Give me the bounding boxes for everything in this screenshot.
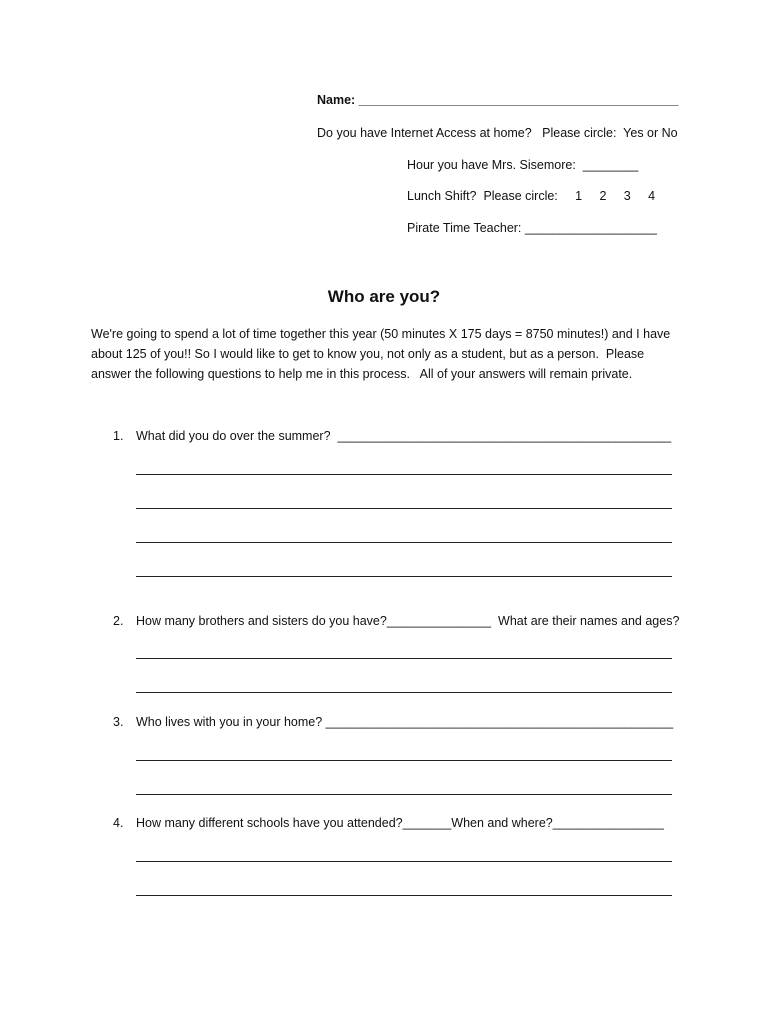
intro-line: answer the following questions to help me in this process. All of your answers will remain private. bbox=[91, 367, 633, 381]
lunch-shift-question: Lunch Shift? Please circle: 1 2 3 4 bbox=[407, 189, 656, 203]
answer-line bbox=[136, 474, 672, 475]
question-text: How many different schools have you attended?_______When and where?________________ bbox=[136, 816, 664, 830]
question-number: 4. bbox=[113, 816, 124, 830]
answer-line bbox=[136, 508, 672, 509]
answer-line bbox=[136, 692, 672, 693]
question-text: Who lives with you in your home? __________________________________________________ bbox=[136, 715, 674, 729]
answer-line bbox=[136, 576, 672, 577]
teacher-hour-question: Hour you have Mrs. Sisemore: ________ bbox=[407, 158, 639, 172]
question-number: 2. bbox=[113, 614, 124, 628]
question-text: How many brothers and sisters do you have?_______________ What are their names and ages? bbox=[136, 614, 680, 628]
question-number: 3. bbox=[113, 715, 124, 729]
page-title: Who are you? bbox=[327, 287, 441, 306]
answer-line bbox=[136, 658, 672, 659]
answer-line bbox=[136, 861, 672, 862]
intro-line: We're going to spend a lot of time together this year (50 minutes X 175 days = 8750 minutes!) and I have bbox=[91, 327, 671, 341]
name-field-label: Name: ______________________________________________ bbox=[317, 93, 679, 107]
internet-access-question: Do you have Internet Access at home? Please circle: Yes or No bbox=[317, 126, 678, 140]
intro-line: about 125 of you!! So I would like to get to know you, not only as a student, but as a person. Please bbox=[91, 347, 645, 361]
answer-line bbox=[136, 760, 672, 761]
answer-line bbox=[136, 794, 672, 795]
pirate-time-teacher-question: Pirate Time Teacher: ___________________ bbox=[407, 221, 657, 235]
intro-paragraph bbox=[91, 324, 691, 384]
question-text: What did you do over the summer? ________________________________________________ bbox=[136, 429, 672, 443]
question-number: 1. bbox=[113, 429, 124, 443]
answer-line bbox=[136, 895, 672, 896]
answer-line bbox=[136, 542, 672, 543]
